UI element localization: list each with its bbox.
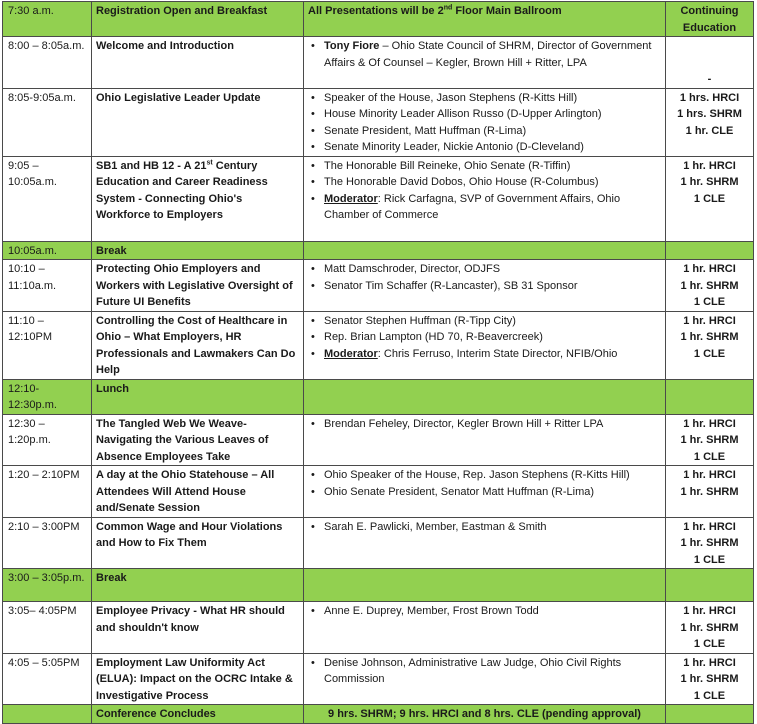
session-speakers xyxy=(304,260,666,312)
session-ce xyxy=(666,466,754,518)
speaker-item xyxy=(308,261,661,278)
speaker-item xyxy=(308,278,661,295)
session-row xyxy=(3,653,754,705)
ce-credit: 1 hr. SHRM xyxy=(680,485,739,498)
session-speakers xyxy=(304,37,666,89)
session-speakers xyxy=(304,602,666,654)
header-row xyxy=(3,2,754,37)
session-speakers xyxy=(304,653,666,705)
speaker-item xyxy=(308,655,661,688)
footer-time xyxy=(3,705,92,724)
speaker-list xyxy=(308,519,661,536)
session-row xyxy=(3,37,754,89)
speaker-item xyxy=(308,38,661,71)
header-time: 7:30 a.m. xyxy=(3,2,92,37)
break-row xyxy=(3,379,754,414)
session-ce xyxy=(666,311,754,379)
location-sup: nd xyxy=(443,4,453,12)
session-row xyxy=(3,88,754,156)
speaker-item xyxy=(308,191,661,224)
ce-credit: 1 hr. HRCI xyxy=(683,469,736,481)
ce-credit: 1 hr. SHRM xyxy=(680,537,739,549)
session-row xyxy=(3,260,754,312)
speaker-item xyxy=(308,123,661,140)
speaker-text: Speaker of the House, Jason Stephens (R-Kitts Hill) xyxy=(324,91,578,104)
speaker-item xyxy=(308,90,661,107)
ce-credit: 1 CLE xyxy=(693,450,726,463)
ce-credit: 1 CLE xyxy=(693,192,726,205)
speaker-item xyxy=(308,139,661,156)
session-ce xyxy=(666,88,754,156)
ce-credit: 1 CLE xyxy=(693,553,726,566)
speaker-text: The Honorable Bill Reineke, Ohio Senate (R-Tiffin) xyxy=(324,159,571,172)
session-speakers xyxy=(304,414,666,466)
break-row xyxy=(3,569,754,602)
ce-credit: 1 hr. SHRM xyxy=(680,176,739,188)
session-time: 2:10 – 3:00PM xyxy=(3,517,92,569)
ce-credit: - xyxy=(707,73,712,85)
session-time: 8:05-9:05a.m. xyxy=(3,88,92,156)
session-time: 9:05 – 10:05a.m. xyxy=(3,156,92,241)
speaker-text: House Minority Leader Allison Russo (D-Upper Arlington) xyxy=(324,108,602,120)
session-title: Protecting Ohio Employers and Workers with Legislative Oversight of Future UI Benefits xyxy=(92,260,304,312)
speaker-item xyxy=(308,329,661,346)
speaker-list xyxy=(308,467,661,500)
ce-credit xyxy=(668,38,751,55)
session-ce xyxy=(666,653,754,705)
ce-credit: 1 hr. HRCI xyxy=(683,417,736,430)
speaker-list xyxy=(308,158,661,224)
speaker-text: – Ohio State Council of SHRM, Director of Government Affairs & Of Counsel – Kegler, Brown Hill + Ritter, LPA xyxy=(324,40,652,69)
speaker-text: Ohio Speaker of the House, Rep. Jason Stephens (R-Kitts Hill) xyxy=(324,469,630,481)
session-ce xyxy=(666,37,754,89)
speaker-text: Ohio Senate President, Senator Matt Huffman (R-Lima) xyxy=(324,485,595,498)
speaker-item xyxy=(308,158,661,175)
session-time: 3:05– 4:05PM xyxy=(3,602,92,654)
ce-credit: 1 hr. HRCI xyxy=(683,159,736,172)
speaker-list xyxy=(308,38,661,71)
moderator-label: Moderator xyxy=(324,192,378,205)
session-ce xyxy=(666,517,754,569)
session-title: Controlling the Cost of Healthcare in Ohio – What Employers, HR Professionals and Lawmakers Can Do Help xyxy=(92,311,304,379)
ce-credit: 1 hr. HRCI xyxy=(683,263,736,275)
ce-credit: 1 hr. HRCI xyxy=(683,520,736,533)
speaker-item xyxy=(308,313,661,330)
session-ce xyxy=(666,569,754,602)
title-part: st xyxy=(206,158,213,166)
footer-ce xyxy=(666,705,754,724)
session-row xyxy=(3,156,754,241)
session-title: The Tangled Web We Weave- Navigating the Various Leaves of Absence Employees Take xyxy=(92,414,304,466)
session-time: 12:10- 12:30p.m. xyxy=(3,379,92,414)
session-time: 8:00 – 8:05a.m. xyxy=(3,37,92,89)
ce-credit: 1 hr. HRCI xyxy=(683,314,736,327)
speaker-item xyxy=(308,467,661,484)
session-title: Common Wage and Hour Violations and How to Fix Them xyxy=(92,517,304,569)
session-speakers xyxy=(304,156,666,241)
session-speakers xyxy=(304,311,666,379)
speaker-text: Senator Stephen Huffman (R-Tipp City) xyxy=(324,314,516,327)
ce-credit: 1 hr. SHRM xyxy=(680,279,739,292)
ce-credit: 1 hr. HRCI xyxy=(683,656,736,669)
speaker-item xyxy=(308,603,661,620)
session-speakers xyxy=(304,379,666,414)
session-row xyxy=(3,517,754,569)
speaker-list xyxy=(308,90,661,156)
ce-credit: 1 hr. HRCI xyxy=(683,605,736,617)
speaker-text: Denise Johnson, Administrative Law Judge, Ohio Civil Rights Commission xyxy=(324,656,622,685)
session-row xyxy=(3,602,754,654)
session-row xyxy=(3,311,754,379)
speaker-text: : Rick Carfagna, SVP of Government Affairs, Ohio Chamber of Commerce xyxy=(324,192,621,221)
footer-row xyxy=(3,705,754,724)
speaker-list xyxy=(308,313,661,363)
speaker-text: : Chris Ferruso, Interim State Director, NFIB/Ohio xyxy=(377,347,618,360)
session-time: 12:30 – 1:20p.m. xyxy=(3,414,92,466)
session-ce xyxy=(666,602,754,654)
location-text-end: Floor Main Ballroom xyxy=(452,5,562,17)
ce-credit: 1 CLE xyxy=(693,689,726,702)
speaker-item xyxy=(308,106,661,123)
session-title: A day at the Ohio Statehouse – All Attendees Will Attend House and/Senate Session xyxy=(92,466,304,518)
session-speakers xyxy=(304,241,666,260)
speaker-text: The Honorable David Dobos, Ohio House (R-Columbus) xyxy=(324,176,599,188)
speaker-list xyxy=(308,416,661,433)
session-speakers xyxy=(304,517,666,569)
session-time: 4:05 – 5:05PM xyxy=(3,653,92,705)
ce-credit: 1 hrs. HRCI xyxy=(679,91,740,104)
footer-summary: 9 hrs. SHRM; 9 hrs. HRCI and 8 hrs. CLE (pending approval) xyxy=(304,705,666,724)
title-part: SB1 and HB 12 - A 21 xyxy=(96,159,207,172)
moderator-label: Moderator xyxy=(324,347,378,360)
session-ce xyxy=(666,414,754,466)
session-title: Break xyxy=(92,241,304,260)
speaker-item xyxy=(308,346,661,363)
session-title: Welcome and Introduction xyxy=(92,37,304,89)
session-time: 1:20 – 2:10PM xyxy=(3,466,92,518)
ce-credit: 1 CLE xyxy=(693,347,726,360)
session-time: 10:10 – 11:10a.m. xyxy=(3,260,92,312)
speaker-item xyxy=(308,416,661,433)
ce-credit: 1 CLE xyxy=(693,638,726,650)
location-text: All Presentations will be 2 xyxy=(308,5,444,17)
ce-credit: 1 hr. SHRM xyxy=(680,621,739,634)
ce-credit: 1 hr. SHRM xyxy=(680,434,739,446)
title-part: Century Education and Career Readiness System - Connecting Ohio's Workforce to Employers xyxy=(96,159,268,221)
speaker-text: Sarah E. Pawlicki, Member, Eastman & Smith xyxy=(324,520,547,533)
speaker-text: Anne E. Duprey, Member, Frost Brown Todd xyxy=(324,605,539,617)
speaker-text: Brendan Feheley, Director, Kegler Brown Hill + Ritter LPA xyxy=(324,417,604,430)
speaker-name: Tony Fiore xyxy=(324,40,380,52)
ce-credit: 1 CLE xyxy=(693,296,726,308)
ce-credit xyxy=(668,55,751,72)
speaker-text: Senate Minority Leader, Nickie Antonio (D-Cleveland) xyxy=(324,141,584,153)
session-speakers xyxy=(304,466,666,518)
speaker-text: Matt Damschroder, Director, ODJFS xyxy=(324,263,501,275)
session-row xyxy=(3,414,754,466)
ce-credit: 1 hr. SHRM xyxy=(680,673,739,685)
session-speakers xyxy=(304,88,666,156)
footer-title: Conference Concludes xyxy=(92,705,304,724)
ce-credit: 1 hr. CLE xyxy=(685,124,734,137)
header-title: Registration Open and Breakfast xyxy=(92,2,304,37)
session-speakers xyxy=(304,569,666,602)
session-title xyxy=(92,156,304,241)
speaker-list xyxy=(308,603,661,620)
session-time: 11:10 – 12:10PM xyxy=(3,311,92,379)
session-title: Employee Privacy - What HR should and shouldn't know xyxy=(92,602,304,654)
session-ce xyxy=(666,156,754,241)
ce-credit: 1 hrs. SHRM xyxy=(677,108,742,120)
session-title: Break xyxy=(92,569,304,602)
session-title: Employment Law Uniformity Act (ELUA): Impact on the OCRC Intake & Investigative Process xyxy=(92,653,304,705)
session-time: 3:00 – 3:05p.m. xyxy=(3,569,92,602)
session-time: 10:05a.m. xyxy=(3,241,92,260)
speaker-item xyxy=(308,484,661,501)
speaker-list xyxy=(308,261,661,294)
speaker-item xyxy=(308,519,661,536)
session-title: Ohio Legislative Leader Update xyxy=(92,88,304,156)
speaker-text: Senate President, Matt Huffman (R-Lima) xyxy=(324,124,527,137)
agenda-table xyxy=(2,1,754,724)
speaker-list xyxy=(308,655,661,688)
speaker-text: Rep. Brian Lampton (HD 70, R-Beavercreek) xyxy=(324,331,543,343)
header-ce: Continuing Education xyxy=(666,2,754,37)
session-ce xyxy=(666,241,754,260)
ce-credit: 1 hr. SHRM xyxy=(680,331,739,343)
session-row xyxy=(3,466,754,518)
speaker-item xyxy=(308,174,661,191)
header-location xyxy=(304,2,666,37)
session-title: Lunch xyxy=(92,379,304,414)
speaker-text: Senator Tim Schaffer (R-Lancaster), SB 31 Sponsor xyxy=(324,279,578,292)
break-row xyxy=(3,241,754,260)
session-ce xyxy=(666,379,754,414)
session-ce xyxy=(666,260,754,312)
